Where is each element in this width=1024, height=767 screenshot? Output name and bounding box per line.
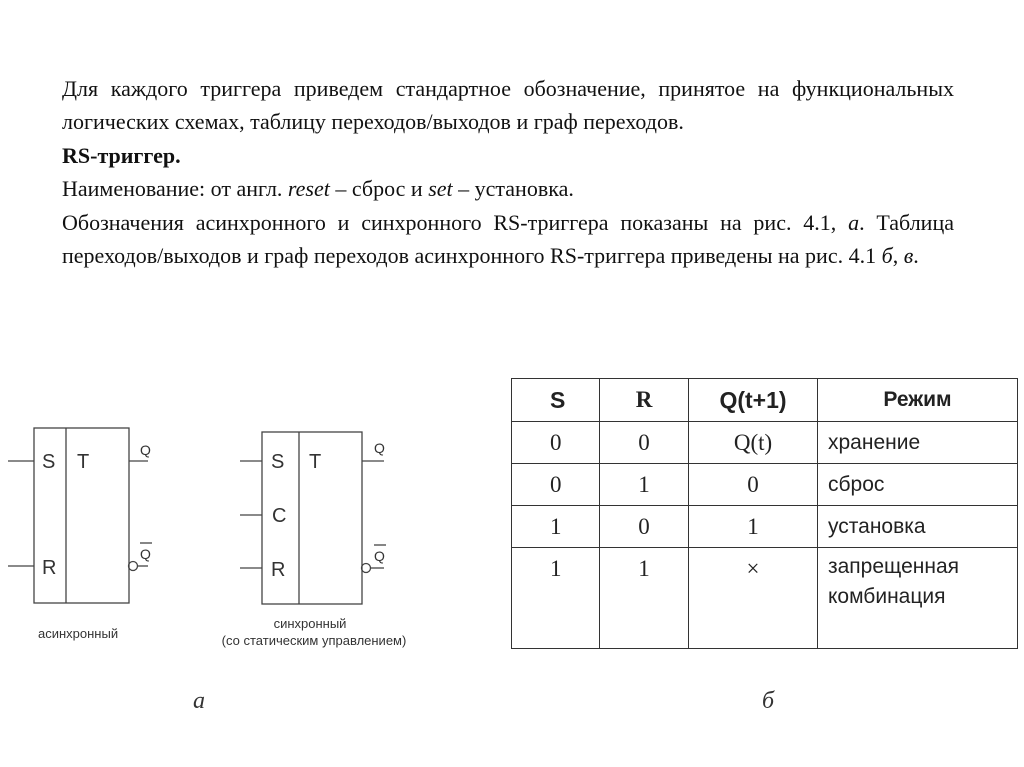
sync-inversion-circle [362, 564, 371, 573]
truth-table [511, 378, 1018, 649]
cell-s: 0 [512, 422, 600, 464]
async-q-label: Q [140, 442, 151, 458]
cell-s: 1 [512, 506, 600, 548]
async-qbar-label: Q [140, 546, 151, 562]
naming-reset: reset [287, 176, 330, 202]
cell-r: 1 [600, 548, 689, 649]
sync-t-label: T [309, 451, 322, 473]
table-row [512, 548, 1018, 649]
naming-suffix: – установка. [452, 176, 574, 202]
sync-caption-line2: (со статическим управлением) [221, 633, 407, 648]
truth-table-header [512, 379, 1018, 422]
async-inversion-circle [129, 562, 138, 571]
header-q-next: Q(t+1) [689, 379, 818, 422]
cell-s: 1 [512, 548, 600, 649]
table-row [512, 422, 1018, 464]
async-r-label: R [42, 557, 57, 579]
ref-comma: , [892, 243, 904, 269]
cell-r: 1 [600, 464, 689, 506]
sync-s-label: S [271, 451, 285, 473]
ref-part2: . Таблица переходов/выходов и граф переходов асинхронного RS-триггера приведены на рис. 4.1 [62, 209, 954, 269]
header-r: R [600, 379, 689, 422]
cell-q: 0 [689, 464, 818, 506]
cell-s: 0 [512, 464, 600, 506]
table-row [512, 464, 1018, 506]
sync-qbar-label: Q [374, 548, 385, 564]
sync-c-label: C [272, 505, 287, 527]
naming-set: set [428, 176, 453, 202]
sync-trigger-box [262, 432, 362, 604]
cell-r: 0 [600, 422, 689, 464]
sync-q-label: Q [374, 440, 385, 456]
heading-text: RS-триггер. [62, 142, 181, 168]
header-mode: Режим [818, 379, 1018, 422]
naming-prefix: Наименование: от англ. [62, 176, 288, 202]
naming-mid: – сброс и [329, 176, 429, 202]
sync-caption-line1: синхронный [273, 616, 347, 631]
figure-reference-paragraph [62, 206, 954, 273]
async-trigger-box [34, 428, 129, 603]
ref-a: а [848, 209, 860, 235]
ref-b: б [881, 243, 893, 269]
description-text [62, 72, 954, 272]
async-caption: асинхронный [38, 626, 119, 641]
cell-mode: хранение [818, 422, 1018, 464]
cell-q: × [689, 548, 818, 649]
cell-r: 0 [600, 506, 689, 548]
async-s-label: S [42, 451, 56, 473]
section-heading [62, 139, 954, 172]
cell-q: 1 [689, 506, 818, 548]
cell-q: Q(t) [689, 422, 818, 464]
ref-part1: Обозначения асинхронного и синхронного RS-триггера показаны на рис. 4.1, [62, 209, 849, 235]
ref-v: в [903, 243, 914, 269]
sync-r-label: R [271, 559, 286, 581]
ref-end: . [913, 243, 919, 269]
naming-line [62, 172, 954, 205]
table-row [512, 506, 1018, 548]
cell-mode: сброс [818, 464, 1018, 506]
figure-label-a: а [193, 688, 205, 714]
intro-paragraph: Для каждого триггера приведем стандартное обозначение, принятое на функциональных логических схемах, таблицу переходов/выходов и граф переходов. [62, 76, 954, 135]
cell-mode: установка [818, 506, 1018, 548]
async-t-label: T [77, 451, 90, 473]
header-s: S [512, 379, 600, 422]
figure-label-b: б [762, 688, 775, 714]
cell-mode: запрещенная комбинация [818, 548, 1018, 649]
